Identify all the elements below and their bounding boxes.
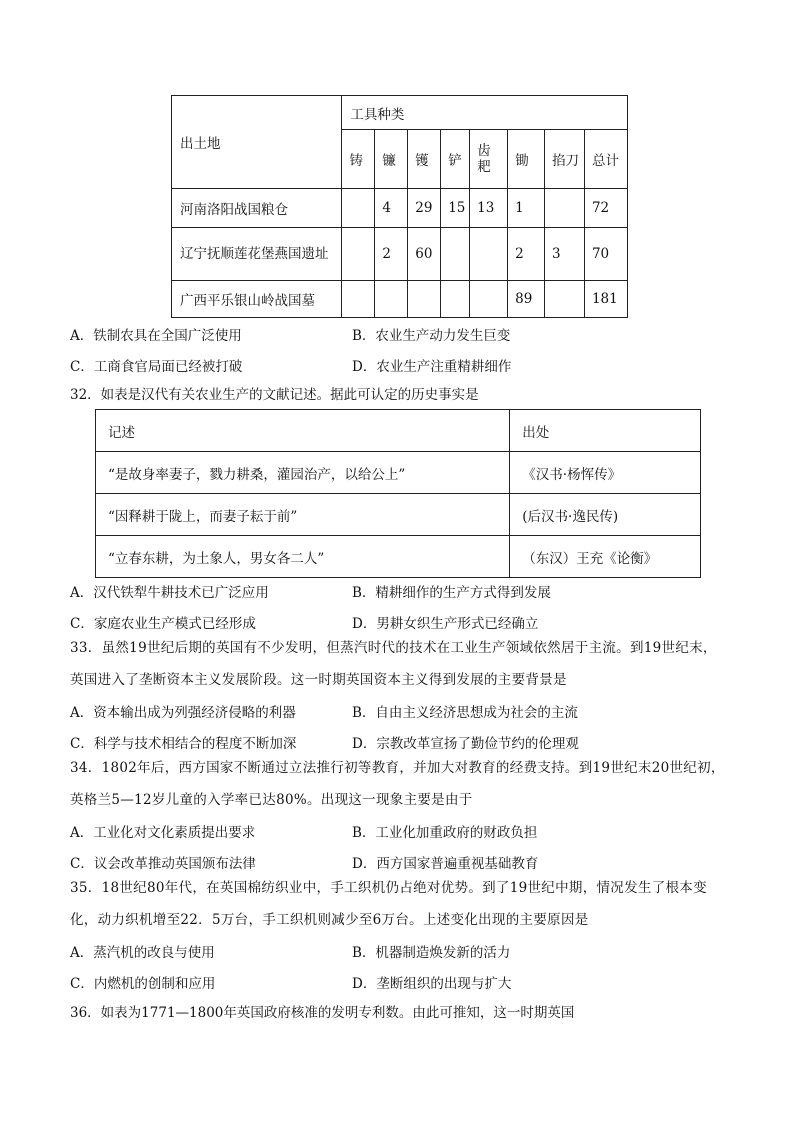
col-header-record: 记述 (96, 410, 510, 452)
value-cell (441, 228, 470, 281)
q32-option-d: D．男耕女织生产形式已经确立 (352, 616, 539, 632)
value-cell (375, 281, 408, 318)
q35-option-d: D．垄断组织的出现与扩大 (352, 976, 512, 992)
place-cell: 广西平乐银山岭战国墓 (172, 281, 342, 318)
q35-option-b: B．机器制造焕发新的活力 (352, 945, 511, 961)
col-header-source: 出处 (510, 410, 701, 452)
value-cell: 1 (508, 189, 545, 228)
table-row (172, 189, 628, 228)
table-row (96, 452, 701, 494)
q31-option-a: A．铁制农具在全国广泛使用 (70, 328, 242, 344)
tool-header (470, 130, 508, 189)
q33-stem-line1: 33．虽然19世纪后期的英国有不少发明，但蒸汽时代的技术在工业生产领域依然居于主流。到19世纪末， (70, 640, 717, 656)
tool-header: 铸 (342, 130, 375, 189)
source-cell: (后汉书·逸民传) (510, 494, 701, 536)
source-cell: 《汉书·杨恽传》 (510, 452, 701, 494)
q36-stem: 36．如表为1771—1800年英国政府核准的发明专利数。由此可推知，这一时期英国 (70, 1005, 575, 1021)
q35-option-c: C．内燃机的创制和应用 (70, 976, 216, 992)
q34-option-b: B．工业化加重政府的财政负担 (352, 825, 538, 841)
q33-option-c: C．科学与技术相结合的程度不断加深 (70, 736, 297, 752)
tool-header: 锄 (508, 130, 545, 189)
value-cell: 3 (545, 228, 585, 281)
q32-option-b: B．精耕细作的生产方式得到发展 (352, 585, 551, 601)
q33-option-b: B．自由主义经济思想成为社会的主流 (352, 705, 578, 721)
tool-header: 镰 (375, 130, 408, 189)
q33-option-a: A．资本输出成为列强经济侵略的利器 (70, 705, 296, 721)
value-cell (342, 228, 375, 281)
table-row (172, 281, 628, 318)
place-cell: 河南洛阳战国粮仓 (172, 189, 342, 228)
value-cell: 72 (584, 189, 627, 228)
q34-stem-line2: 英格兰5—12岁儿童的入学率已达80%。出现这一现象主要是由于 (70, 792, 473, 808)
tool-type-group-header: 工具种类 (342, 96, 628, 130)
value-cell: 15 (441, 189, 470, 228)
q31-option-b: B．农业生产动力发生巨变 (352, 328, 511, 344)
q32-stem: 32．如表是汉代有关农业生产的文献记述。据此可认定的历史事实是 (70, 387, 479, 403)
q34-option-d: D．西方国家普遍重视基础教育 (352, 856, 539, 872)
tool-header: 铲 (441, 130, 470, 189)
value-cell (470, 228, 508, 281)
value-cell: 29 (408, 189, 441, 228)
q31-option-d: D．农业生产注重精耕细作 (352, 359, 512, 375)
table-row (96, 536, 701, 578)
q35-stem-line1: 35．18世纪80年代，在英国棉纺织业中，手工织机仍占绝对优势。到了19世纪中期，情况发生了根本变 (70, 880, 707, 896)
q33-stem-line2: 英国进入了垄断资本主义发展阶段。这一时期英国资本主义得到发展的主要背景是 (70, 672, 567, 688)
table-row (96, 410, 701, 452)
value-cell: 89 (508, 281, 545, 318)
q32-option-a: A．汉代铁犁牛耕技术已广泛应用 (70, 585, 269, 601)
value-cell: 13 (470, 189, 508, 228)
q34-option-a: A．工业化对文化素质提出要求 (70, 825, 256, 841)
col-header-place: 出土地 (172, 96, 342, 189)
q33-option-d: D．宗教改革宣扬了勤俭节约的伦理观 (352, 736, 579, 752)
place-cell: 辽宁抚顺莲花堡燕国遗址 (172, 228, 342, 281)
tool-header: 掐刀 (545, 130, 585, 189)
tool-header-text: 齿耙 (477, 142, 491, 175)
q31-option-c: C．工商食官局面已经被打破 (70, 359, 243, 375)
value-cell (342, 281, 375, 318)
value-cell (342, 189, 375, 228)
value-cell (441, 281, 470, 318)
value-cell: 2 (375, 228, 408, 281)
value-cell: 4 (375, 189, 408, 228)
q34-option-c: C．议会改革推动英国颁布法律 (70, 856, 256, 872)
value-cell (545, 281, 585, 318)
value-cell: 181 (584, 281, 627, 318)
q35-stem (70, 872, 735, 936)
table-row (172, 228, 628, 281)
q34-stem (70, 752, 735, 816)
value-cell: 60 (408, 228, 441, 281)
q35-stem-line2: 化，动力织机增至22．5万台，手工织机则减少至6万台。上述变化出现的主要原因是 (70, 912, 589, 928)
table-row (96, 494, 701, 536)
excavation-tools-table (171, 95, 628, 318)
han-records-table (95, 409, 701, 578)
tool-header: 镬 (408, 130, 441, 189)
record-cell: “立春东耕，为土象人，男女各二人” (96, 536, 510, 578)
q34-stem-line1: 34．1802年后，西方国家不断通过立法推行初等教育，并加大对教育的经费支持。到19世纪末20世纪初， (70, 760, 725, 776)
value-cell (545, 189, 585, 228)
value-cell: 2 (508, 228, 545, 281)
q32-option-c: C．家庭农业生产模式已经形成 (70, 616, 256, 632)
record-cell: “是故身率妻子，戮力耕桑，灌园治产，以给公上” (96, 452, 510, 494)
record-cell: “因释耕于陇上，而妻子耘于前” (96, 494, 510, 536)
value-cell: 70 (584, 228, 627, 281)
value-cell (408, 281, 441, 318)
q35-option-a: A．蒸汽机的改良与使用 (70, 945, 215, 961)
q33-stem (70, 632, 735, 696)
source-cell: （东汉）王充《论衡》 (510, 536, 701, 578)
tool-header: 总计 (584, 130, 627, 189)
value-cell (470, 281, 508, 318)
